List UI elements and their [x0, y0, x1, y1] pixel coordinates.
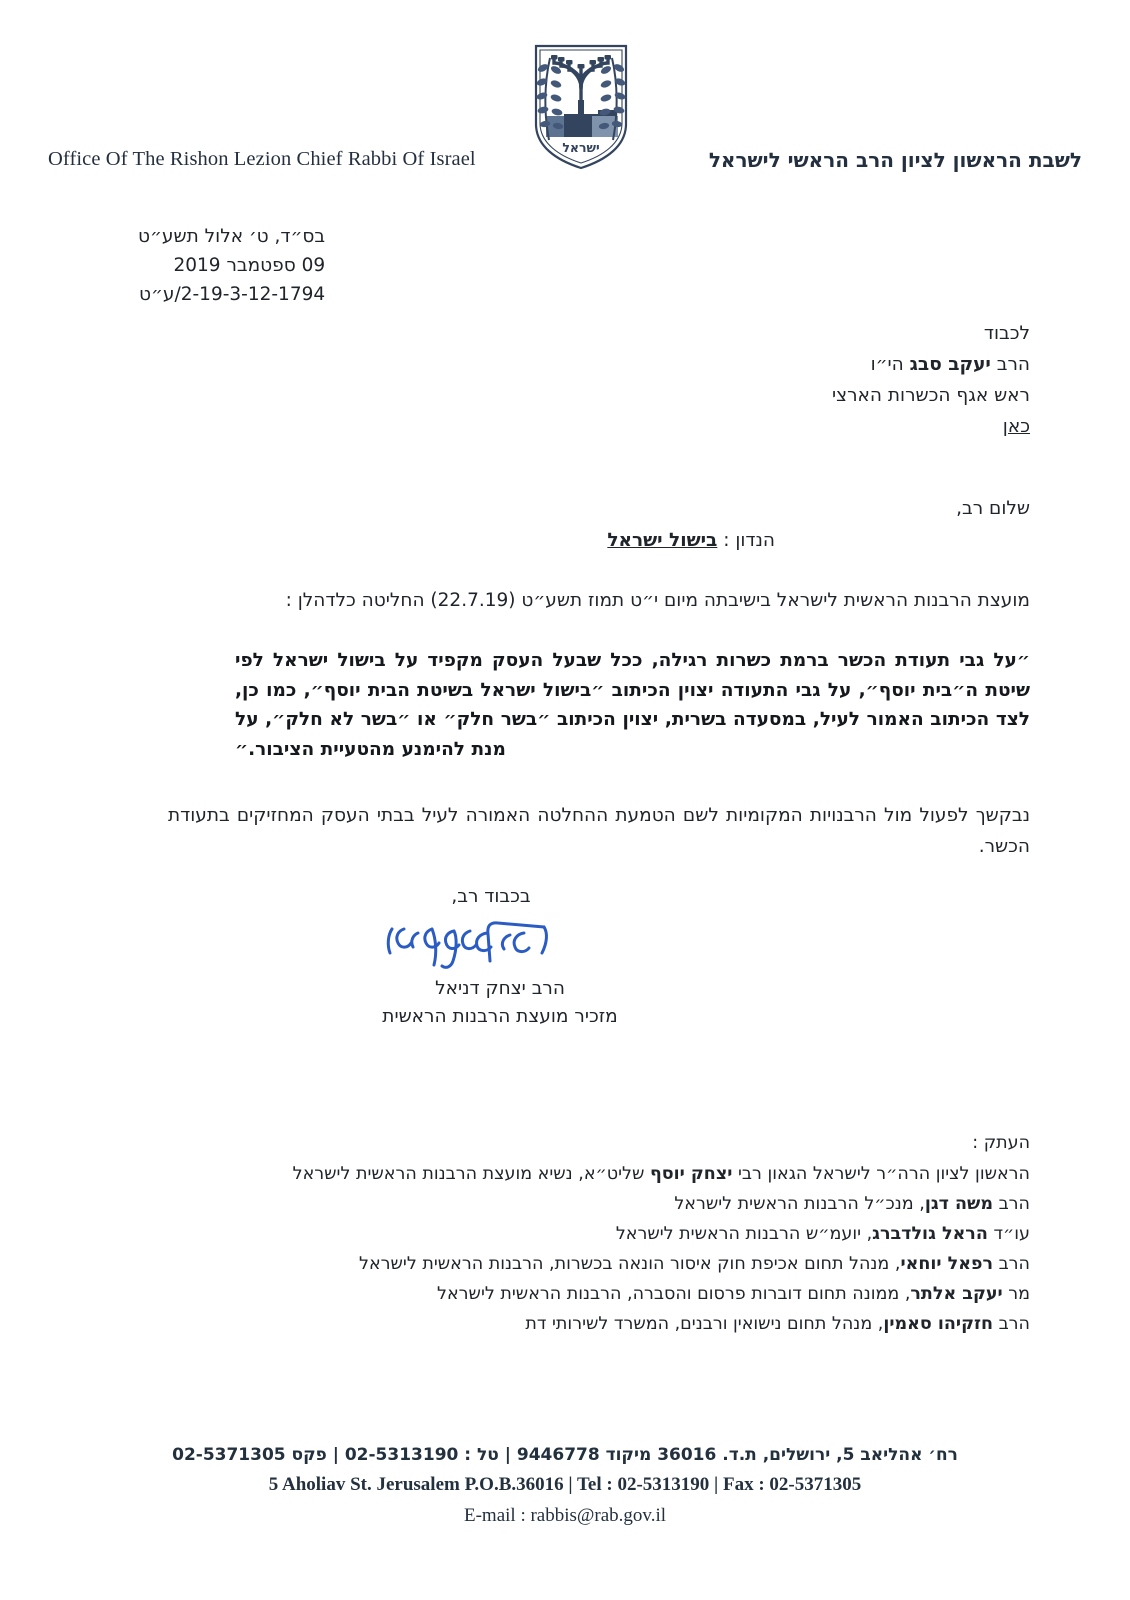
addressee-salutation: לכבוד — [983, 323, 1030, 344]
cc-suffix: , יועמ״ש הרבנות הראשית לישראל — [615, 1224, 873, 1244]
addressee-role: ראש אגף הכשרות הארצי — [831, 385, 1030, 406]
letterhead — [0, 40, 1130, 180]
cc-prefix: הרב — [993, 1254, 1030, 1274]
cc-suffix: , ממונה תחום דוברות פרסום והסברה, הרבנות הראשית לישראל — [437, 1284, 911, 1304]
cc-list-item — [293, 1219, 1030, 1249]
signatory-title: מזכיר מועצת הרבנות הראשית — [382, 1006, 618, 1027]
decision-quote: ״על גבי תעודת הכשר ברמת כשרות רגילה, ככל שבעל העסק מקפיד על בישול ישראל לפי שיטת ה״בית יוסף״, על גבי התעודה יצוין הכיתוב ״בישול ישראל בשיטת הבית יוסף״, כמו כן, לצד הכיתוב האמור לעיל, במסעדה בשרית, יצוין הכיתוב ״בשר חלק״ או ״בשר לא חלק״, על מנת להימנע מהטעיית הציבור.״ — [235, 650, 1030, 760]
cc-name: רפאל יוחאי — [900, 1254, 993, 1274]
subject-line — [607, 530, 775, 551]
cc-list-item — [293, 1159, 1030, 1189]
israel-state-emblem-icon — [522, 40, 640, 172]
greeting-line: שלום רב, — [956, 498, 1030, 519]
footer-email: E-mail : rabbis@rab.gov.il — [464, 1505, 666, 1526]
addressee-name: יעקב סבג — [909, 354, 991, 375]
closing-paragraph: נבקשך לפעול מול הרבנויות המקומיות לשם הטמעת ההחלטה האמורה לעיל בבתי העסק המחזיקים בתעודת הכשר. — [168, 805, 1030, 857]
cc-name: משה דגן — [924, 1194, 993, 1214]
reference-number: 2-19-3-12-1794/ע״ט — [139, 284, 326, 305]
addressee-name-prefix: הרב — [990, 354, 1030, 375]
cc-list-item — [293, 1249, 1030, 1279]
handwritten-signature — [330, 909, 670, 975]
cc-prefix: הרב — [993, 1194, 1030, 1214]
subject-label: הנדון : — [717, 530, 775, 551]
footer — [0, 1440, 1130, 1532]
cc-heading: העתק : — [972, 1133, 1030, 1153]
subject-value: בישול ישראל — [607, 530, 718, 551]
letterhead-english-title: Office Of The Rishon Lezion Chief Rabbi Of Israel — [48, 148, 476, 170]
intro-paragraph: מועצת הרבנות הראשית לישראל בישיבתה מיום י״ט תמוז תשע״ט (22.7.19) החליטה כלדהלן : — [285, 590, 1030, 611]
cc-prefix: מר — [1002, 1284, 1030, 1304]
cc-block — [293, 1128, 1030, 1339]
cc-list-item — [293, 1189, 1030, 1219]
gregorian-date: 09 ספטמבר 2019 — [173, 255, 326, 276]
cc-suffix: שליט״א, נשיא מועצת הרבנות הראשית לישראל — [292, 1164, 650, 1184]
addressee-name-line — [832, 349, 1030, 380]
date-block — [138, 222, 325, 309]
signature-block — [330, 886, 670, 1031]
cc-name: יעקב אלתר — [910, 1284, 1003, 1304]
letterhead-hebrew-title: לשבת הראשון לציון הרב הראשי לישראל — [708, 148, 1082, 172]
signatory-name: הרב יצחק דניאל — [435, 978, 565, 999]
emblem-caption: ישראל — [562, 140, 600, 155]
addressee-block — [832, 318, 1030, 442]
hebrew-date: בס״ד, ט׳ אלול תשע״ט — [138, 226, 326, 247]
cc-prefix: הרב — [993, 1314, 1030, 1334]
cc-suffix: , מנהל תחום אכיפת חוק איסור הונאה בכשרות, הרבנות הראשית לישראל — [359, 1254, 901, 1274]
addressee-name-suffix: הי״ו — [870, 354, 910, 375]
cc-list-item — [293, 1279, 1030, 1309]
cc-name: חזקיהו סאמין — [883, 1314, 993, 1334]
cc-prefix: הראשון לציון הרה״ר לישראל הגאון רבי — [732, 1164, 1030, 1184]
addressee-location: כאן — [1002, 416, 1030, 437]
cc-name: הראל גולדברג — [872, 1224, 988, 1244]
cc-list-item — [293, 1309, 1030, 1339]
footer-address-english: 5 Aholiav St. Jerusalem P.O.B.36016 | Tel : 02-5313190 | Fax : 02-5371305 — [268, 1474, 862, 1495]
signature-regards: בכבוד רב, — [451, 886, 531, 907]
cc-suffix: , מנכ״ל הרבנות הראשית לישראל — [674, 1194, 925, 1214]
footer-address-hebrew: רח׳ אהליאב 5, ירושלים, ת.ד. 36016 מיקוד 9446778 | טל : 02-5313190 | פקס 02-5371305 — [172, 1445, 958, 1465]
cc-suffix: , מנהל תחום נישואין ורבנים, המשרד לשירותי דת — [525, 1314, 884, 1334]
cc-prefix: עו״ד — [987, 1224, 1030, 1244]
cc-name: יצחק יוסף — [649, 1164, 733, 1184]
